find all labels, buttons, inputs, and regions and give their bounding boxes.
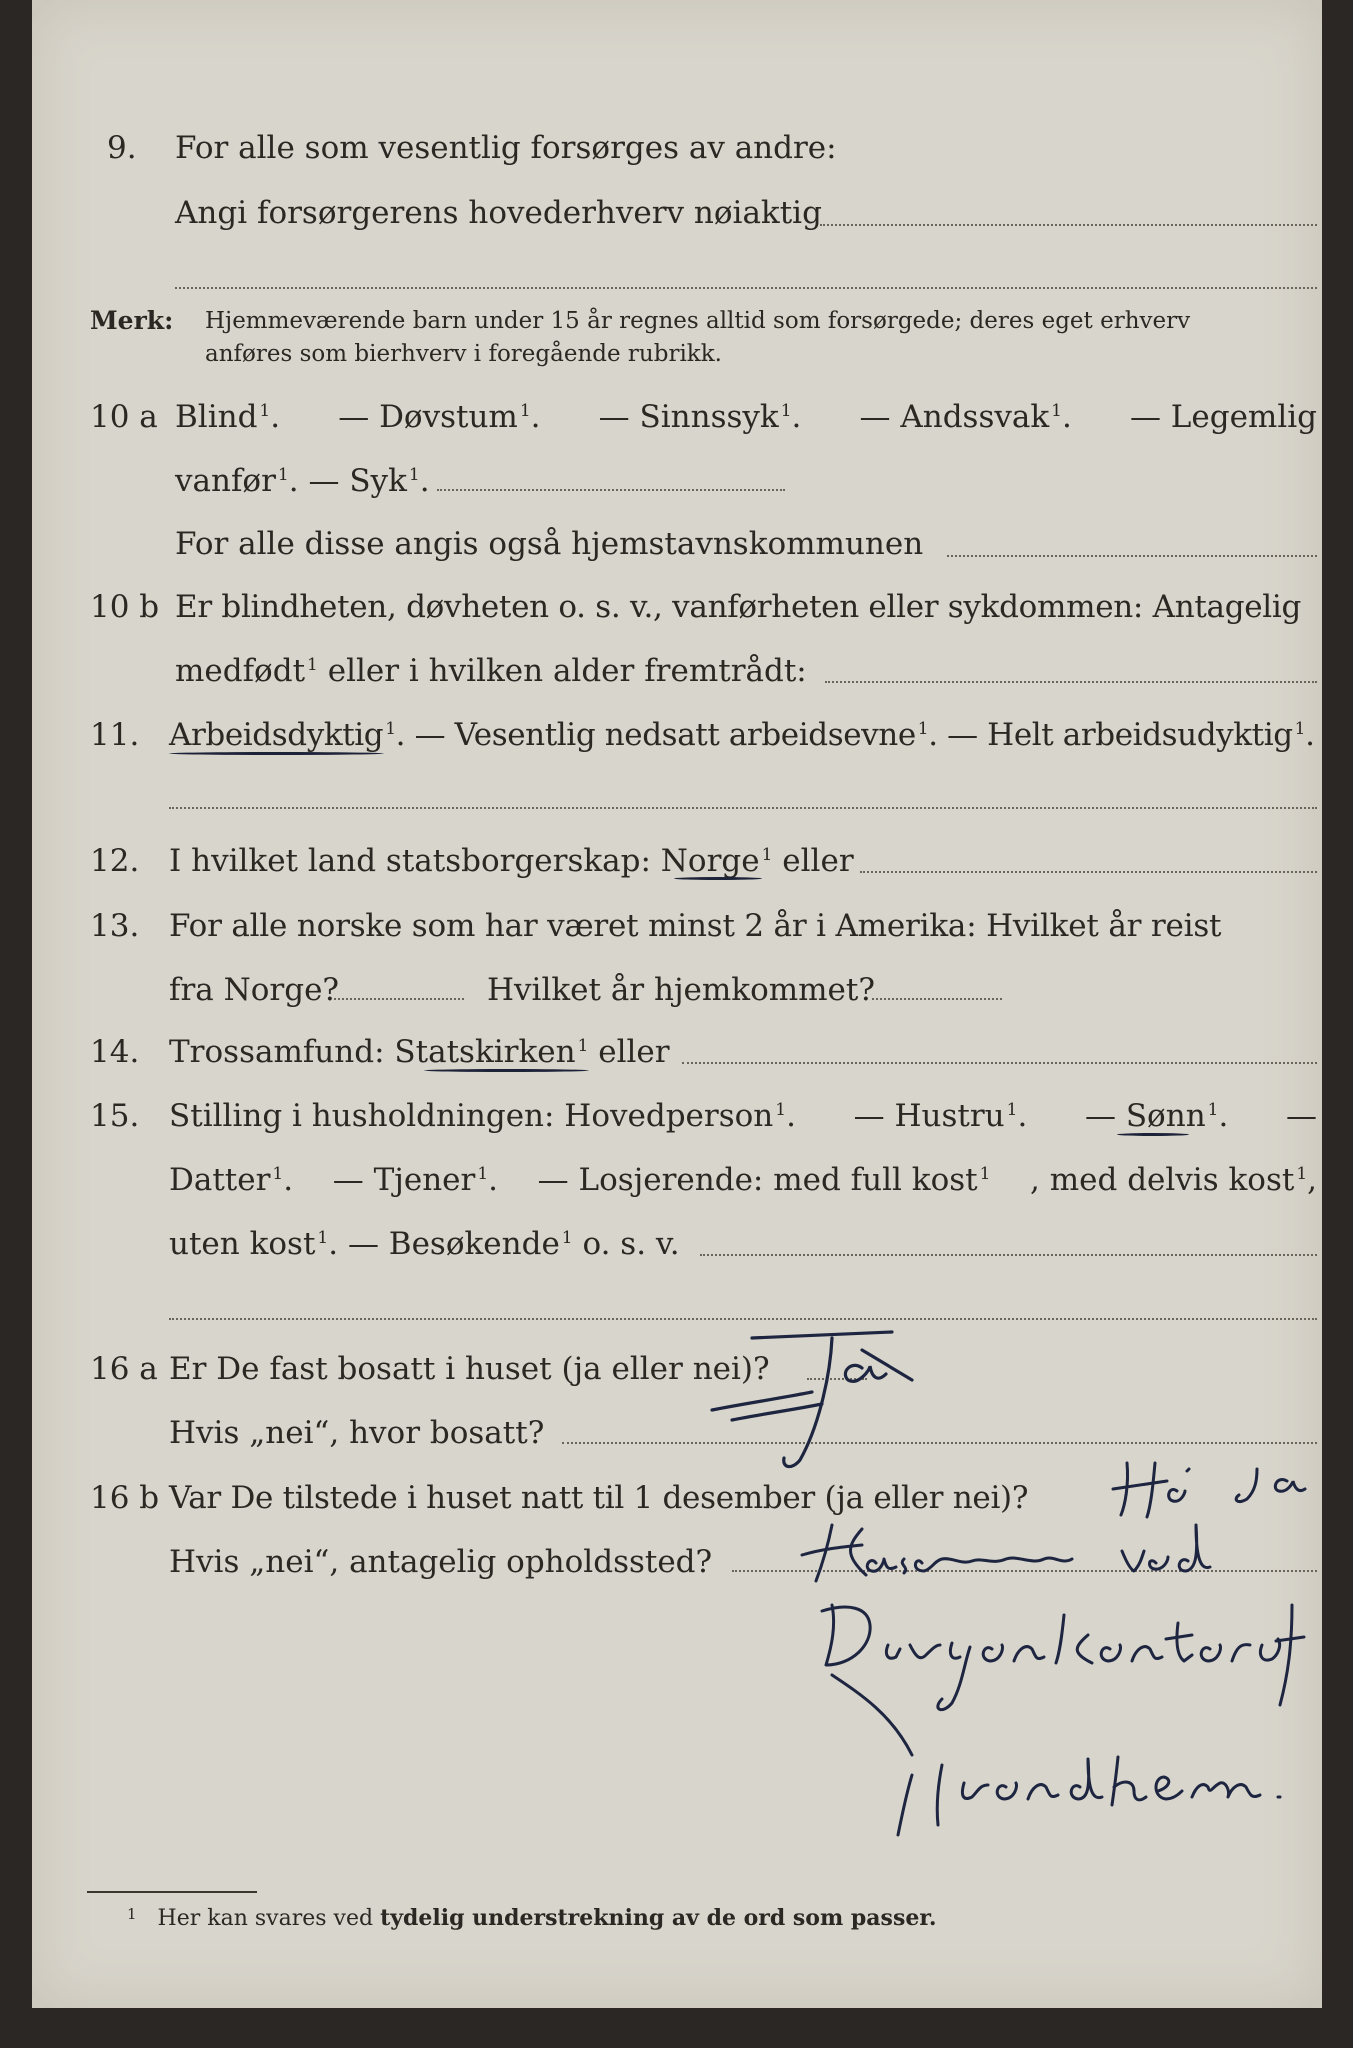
q13-t2: Hvilket år hjemkommet? — [487, 972, 875, 1008]
q10b-answer-line[interactable] — [825, 681, 1317, 683]
merk-label: Merk: — [90, 306, 174, 335]
q12-norge: Norge — [660, 843, 760, 879]
q14-line1: Trossamfund: Statskirken $^1$ eller — [169, 1034, 670, 1070]
q16b-number: 16 b — [90, 1480, 160, 1516]
q16b-line2: Hvis „nei“, antagelig opholdssted? — [169, 1544, 713, 1580]
q15-line1: Stilling i husholdningen: Hovedperson $^1$. — Hustru $^1$. — Sønn $^1$. — — [169, 1098, 1317, 1134]
q9-line2: Angi forsørgerens hovederhverv nøiaktig — [175, 195, 822, 231]
q12-underline-mark — [674, 877, 762, 880]
q11-arbeidsdyktig: Arbeidsdyktig — [169, 717, 384, 753]
q16a-line1: Er De fast bosatt i huset (ja eller nei)? — [169, 1351, 770, 1387]
q15-line3: uten kost $^1$. — Besøkende $^1$ o. s. v. — [169, 1226, 680, 1262]
q15-answer-line-1[interactable] — [700, 1254, 1317, 1256]
q10a-dovstum: — Døvstum $^1$. — [338, 399, 541, 435]
q13-reist-line[interactable] — [334, 998, 464, 1000]
footnote-rule — [87, 1891, 257, 1893]
q9-number: 9. — [107, 130, 137, 166]
q9-answer-line-1[interactable] — [820, 224, 1317, 226]
q14-number: 14. — [90, 1034, 140, 1070]
q13-line1: For alle norske som har været minst 2 år i Amerika: Hvilket år reist — [169, 908, 1222, 944]
q10b-line1: Er blindheten, døvheten o. s. v., vanførheten eller sykdommen: Antagelig — [175, 589, 1302, 625]
q16b-line1: Var De tilstede i huset natt til 1 desember (ja eller nei)? — [169, 1480, 1029, 1516]
census-form-page — [32, 0, 1322, 2008]
q11-line1: Arbeidsdyktig $^1$. — Vesentlig nedsatt arbeidsevne $^1$. — Helt arbeidsudyktig $^1$. — [169, 717, 1315, 753]
merk-line1: Hjemmeværende barn under 15 år regnes alltid som forsørgede; deres eget erhverv — [205, 308, 1191, 334]
q10a-sinnssyk: — Sinnssyk $^1$. — [598, 399, 802, 435]
merk-line2: anføres som bierhverv i foregående rubrikk. — [205, 341, 722, 367]
footnote — [127, 1905, 937, 1931]
q10b-number: 10 b — [90, 589, 160, 625]
q15-line2: Datter $^1$. — Tjener $^1$. — Losjerende: med full kost $^1$ , med delvis kost $^1$, — [169, 1162, 1317, 1198]
q10b-line2: medfødt $^1$ eller i hvilken alder fremtrådt: — [175, 653, 807, 689]
q12-number: 12. — [90, 843, 140, 879]
q14-statskirken: Statskirken — [394, 1034, 576, 1070]
q9-line1: For alle som vesentlig forsørges av andre: — [175, 130, 837, 166]
q12-line1: I hvilket land statsborgerskap: Norge $^1$ eller — [169, 843, 854, 879]
q16a-line2: Hvis „nei“, hvor bosatt? — [169, 1415, 545, 1451]
q13-t1: fra Norge? — [169, 972, 340, 1008]
q14-answer-line[interactable] — [682, 1062, 1317, 1064]
handwriting-opholdssted-strokes — [792, 1515, 1332, 1855]
q10a-number: 10 a — [90, 399, 158, 435]
q11-answer-line[interactable] — [169, 807, 1317, 809]
handwriting-opholdssted — [792, 1515, 1332, 1859]
q10a-line2: vanfør $^1$. — Syk $^1$. — [175, 463, 430, 499]
q15-sonn: — Sønn — [1084, 1098, 1206, 1134]
q13-hjemkommet-line[interactable] — [872, 998, 1002, 1000]
q10a-answer-line[interactable] — [437, 489, 785, 491]
q10a-legemlig: — Legemlig — [1129, 399, 1317, 435]
q12-answer-line[interactable] — [860, 871, 1317, 873]
footnote-number: 1 — [127, 1905, 137, 1923]
q11-underline-mark — [169, 752, 384, 755]
q16a-number: 16 a — [90, 1351, 158, 1387]
q15-number: 15. — [90, 1098, 140, 1134]
handwriting-ja-strokes — [712, 1320, 992, 1480]
q9-answer-line-2[interactable] — [175, 287, 1317, 289]
handwriting-ja-answer — [712, 1320, 992, 1484]
q14-underline-mark — [424, 1069, 589, 1072]
q10a-andssvak: — Andssvak $^1$. — [859, 399, 1072, 435]
q11-number: 11. — [90, 717, 140, 753]
q10a-hjemstavn-line[interactable] — [947, 555, 1317, 557]
footnote-text-bold: tydelig understrekning av de ord som passer. — [380, 1905, 937, 1931]
q10a-line1 — [175, 399, 1317, 435]
q15-underline-mark — [1117, 1133, 1189, 1136]
q10a-blind: Blind $^1$. — [175, 399, 281, 435]
footnote-text-regular: Her kan svares ved — [157, 1906, 374, 1931]
q10a-line3: For alle disse angis også hjemstavnskommunen — [175, 526, 924, 562]
q13-number: 13. — [90, 908, 140, 944]
